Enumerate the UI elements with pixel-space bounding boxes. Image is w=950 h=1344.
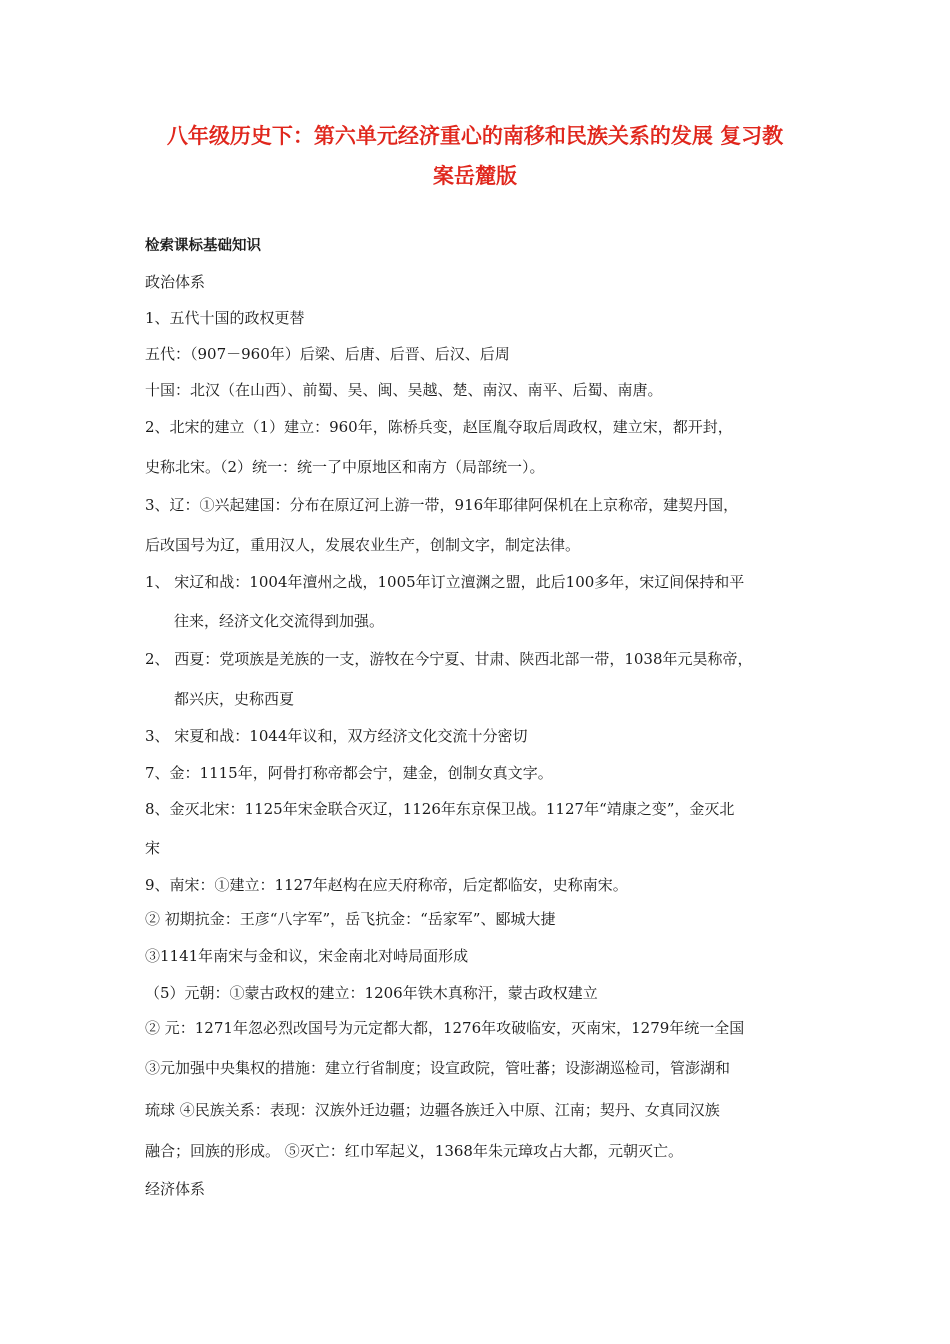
- text-line: 都兴庆，史称西夏: [174, 690, 295, 708]
- text-line: 3、辽：①兴起建国：分布在原辽河上游一带，916年耶律阿保机在上京称帝，建契丹国，: [145, 496, 739, 514]
- text-line: 8、金灭北宋：1125年宋金联合灭辽，1126年东京保卫战。1127年“靖康之变”，金灭北: [145, 800, 735, 818]
- text-line: 十国：北汉（在山西）、前蜀、吴、闽、吴越、楚、南汉、南平、后蜀、南唐。: [145, 381, 663, 399]
- document-title-line-1: 八年级历史下：第六单元经济重心的南移和民族关系的发展 复习教: [166, 124, 784, 148]
- text-line: 宋: [145, 839, 161, 857]
- text-line: ② 初期抗金：王彦“八字军”，岳飞抗金：“岳家军”、郾城大捷: [145, 910, 556, 928]
- text-line: 政治体系: [145, 273, 206, 291]
- section-heading: 检索课标基础知识: [145, 238, 261, 254]
- text-line: 琉球 ④民族关系：表现：汉族外迁边疆；边疆各族迁入中原、江南；契丹、女真同汉族: [145, 1101, 720, 1119]
- text-line: 经济体系: [145, 1180, 206, 1198]
- text-line: ② 元：1271年忽必烈改国号为元定都大都，1276年攻破临安，灭南宋，1279年统一全国: [145, 1019, 745, 1037]
- text-line: 史称北宋。（2）统一：统一了中原地区和南方（局部统一）。: [145, 458, 545, 476]
- text-line: 2、北宋的建立（1）建立：960年，陈桥兵变，赵匡胤夺取后周政权，建立宋，都开封，: [145, 418, 733, 436]
- document-title-line-2: 案岳麓版: [433, 164, 517, 188]
- text-line: ③1141年南宋与金和议，宋金南北对峙局面形成: [145, 947, 469, 965]
- text-line: 1、五代十国的政权更替: [145, 309, 305, 327]
- text-line: 2、 西夏：党项族是羌族的一支，游牧在今宁夏、甘肃、陕西北部一带，1038年元昊称帝，: [145, 650, 753, 668]
- text-line: 7、金：1115年，阿骨打称帝都会宁，建金，创制女真文字。: [145, 764, 553, 782]
- text-line: 1、 宋辽和战：1004年澶州之战，1005年订立澶渊之盟，此后100多年，宋辽间保持和平: [145, 573, 745, 591]
- text-line: ③元加强中央集权的措施：建立行省制度；设宣政院，管吐蕃；设澎湖巡检司，管澎湖和: [145, 1059, 731, 1077]
- text-line: 后改国号为辽，重用汉人，发展农业生产，创制文字，制定法律。: [145, 536, 581, 554]
- text-line: 3、 宋夏和战：1044年议和，双方经济文化交流十分密切: [145, 727, 528, 745]
- text-line: （5）元朝：①蒙古政权的建立：1206年铁木真称汗，蒙古政权建立: [145, 984, 598, 1002]
- text-line: 五代：（907－960年）后梁、后唐、后晋、后汉、后周: [145, 345, 510, 363]
- text-line: 融合；回族的形成。 ⑤灭亡：红巾军起义，1368年朱元璋攻占大都，元朝灭亡。: [145, 1142, 683, 1160]
- text-line: 9、南宋：①建立：1127年赵构在应天府称帝，后定都临安，史称南宋。: [145, 876, 628, 894]
- text-line: 往来，经济文化交流得到加强。: [174, 612, 385, 630]
